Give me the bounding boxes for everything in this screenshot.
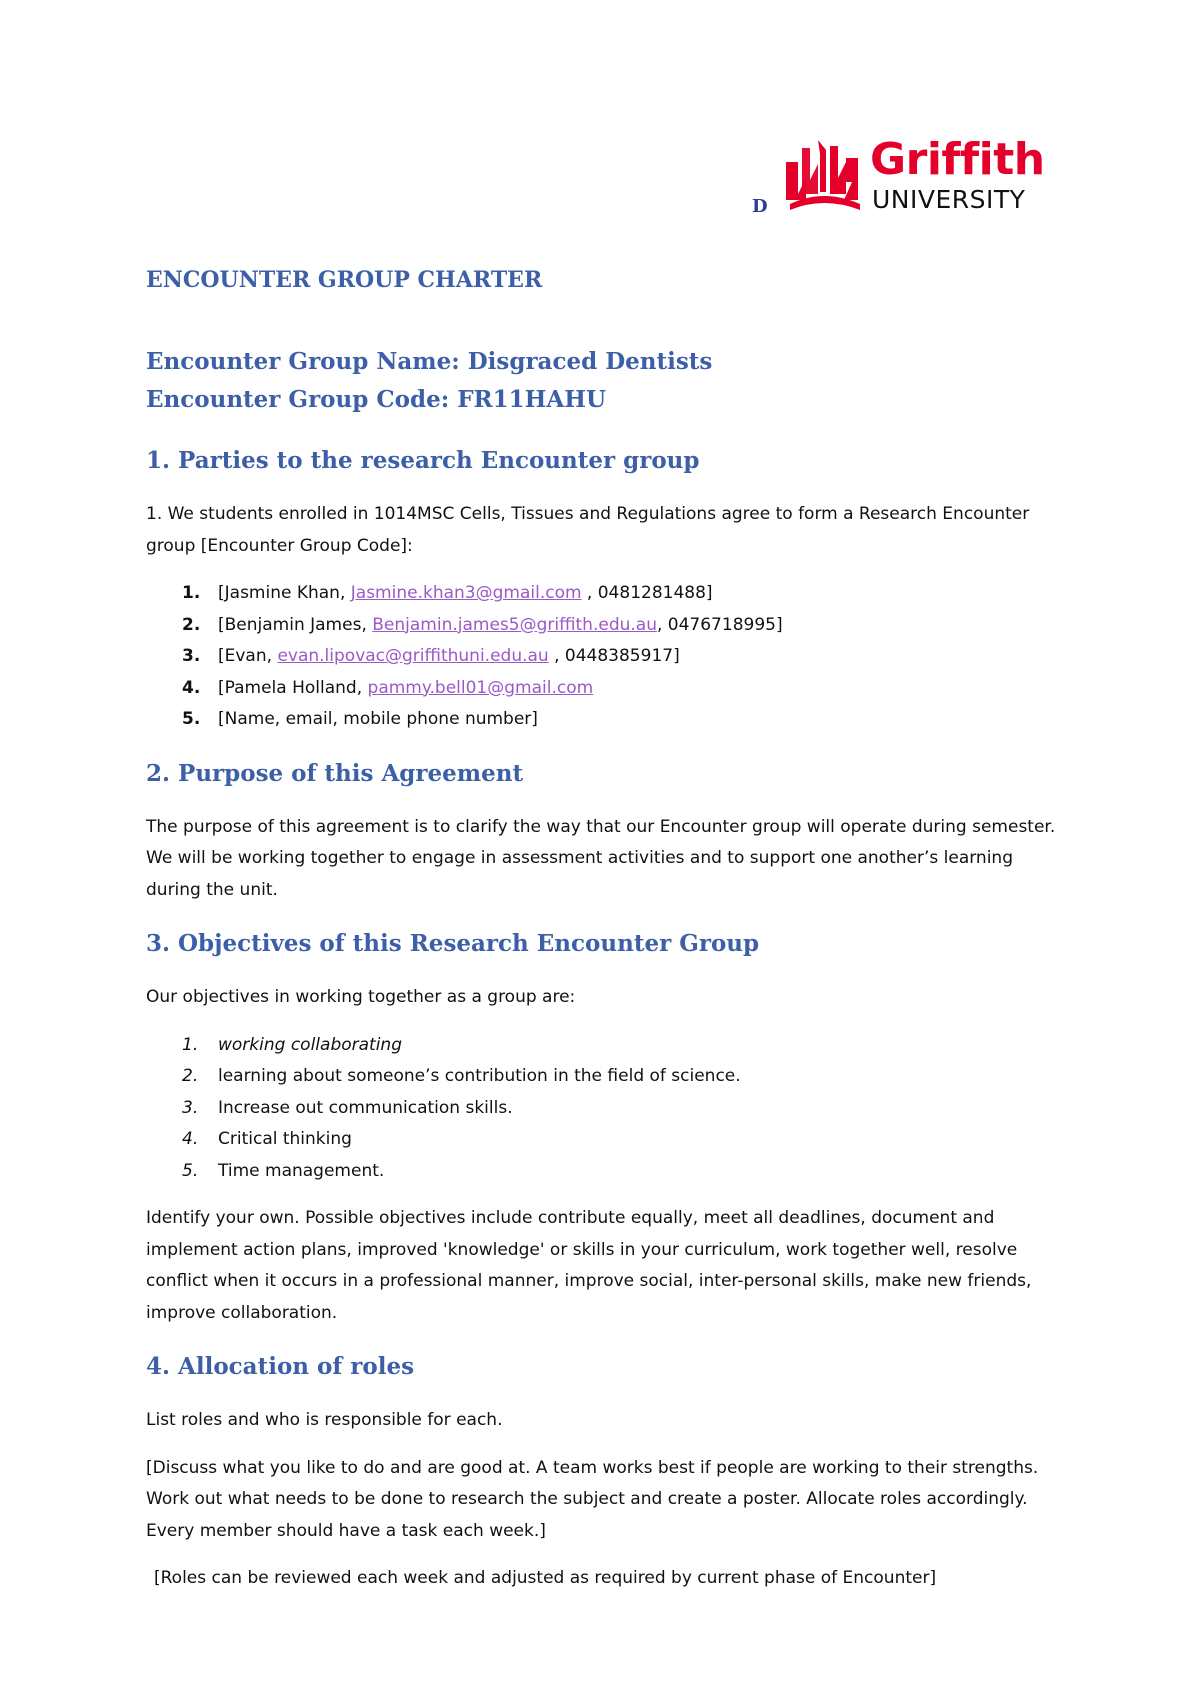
list-number: 3. [182,646,201,666]
member-phone: , 0481281488] [581,583,713,603]
page-title: ENCOUNTER GROUP CHARTER [146,267,543,293]
section-4-guidance: [Discuss what you like to do and are good at. A team works best if people are working to their strengths. Work out what needs to be done to research the subject and create a poster. Allocate roles accordingly. Every member should have a task each week.] [146,1457,1039,1541]
section-4-heading: 4. Allocation of roles [146,1353,415,1380]
document-content [146,265,1066,1611]
objective-text: Time management. [218,1160,385,1181]
group-name: Encounter Group Name: Disgraced Dentists [146,348,713,375]
member-email-link[interactable]: pammy.bell01@gmail.com [367,677,594,698]
member-email-link[interactable]: Benjamin.james5@griffith.edu.au [372,614,657,635]
logo-wordmark: Griffith [870,134,1045,185]
section-3-intro: Our objectives in working together as a group are: [146,987,576,1007]
griffith-logo-icon [784,140,864,214]
objective-text: learning about someone’s contribution in the field of science. [218,1066,741,1086]
list-item [146,1030,1066,1062]
members-list [146,578,1066,736]
list-item [146,1124,1066,1156]
member-placeholder: [Name, email, mobile phone number] [218,709,538,729]
member-name: [Evan, [218,646,278,666]
objective-text: Critical thinking [218,1129,352,1149]
list-item [146,704,1066,736]
list-number: 4. [182,677,201,698]
objectives-list [146,1030,1066,1188]
header-letter: D [752,196,768,217]
list-item [146,610,1066,642]
member-email-link[interactable]: Jasmine.khan3@gmail.com [350,583,582,603]
section-1-heading: 1. Parties to the research Encounter group [146,447,700,474]
list-number: 5. [182,1160,199,1181]
list-number: 3. [182,1097,199,1118]
objective-text: working collaborating [218,1034,402,1055]
list-number: 1. [182,1034,199,1055]
list-item [146,1061,1066,1093]
list-item [146,673,1066,705]
list-number: 4. [182,1129,199,1149]
logo-subtitle: UNIVERSITY [872,185,1026,214]
list-item [146,1156,1066,1188]
list-item [146,1093,1066,1125]
section-3-note: Identify your own. Possible objectives include contribute equally, meet all deadlines, document and implement action plans, improved 'knowledge' or skills in your curriculum, work together well, resolve conflict when it occurs in a professional manner, improve social, inter-personal skills, make new friends, improve collaboration. [146,1208,1032,1323]
list-item [146,578,1066,610]
member-name: [Jasmine Khan, [218,583,351,603]
section-1-intro: 1. We students enrolled in 1014MSC Cells, Tissues and Regulations agree to form a Research Encounter group [Encounter Group Code]: [146,504,1030,556]
group-code: Encounter Group Code: FR11HAHU [146,386,607,413]
list-item [146,641,1066,673]
list-number: 1. [182,583,201,603]
member-email-link[interactable]: evan.lipovac@griffithuni.edu.au [277,646,549,666]
section-4-review-note: [Roles can be reviewed each week and adjusted as required by current phase of Encounter] [154,1568,937,1588]
list-number: 2. [182,1066,199,1086]
section-3-heading: 3. Objectives of this Research Encounter Group [146,930,760,957]
list-number: 2. [182,614,201,635]
list-number: 5. [182,709,201,729]
section-4-intro: List roles and who is responsible for each. [146,1410,503,1430]
member-name: [Pamela Holland, [218,677,368,698]
member-phone: , 0476718995] [656,614,783,635]
section-2-heading: 2. Purpose of this Agreement [146,759,524,787]
objective-text: Increase out communication skills. [218,1097,513,1118]
member-name: [Benjamin James, [218,614,373,635]
section-2-body: The purpose of this agreement is to clarify the way that our Encounter group will operate during semester. We will be working together to engage in assessment activities and to support one another’s learning during the unit. [146,816,1056,900]
member-phone: , 0448385917] [548,646,680,666]
